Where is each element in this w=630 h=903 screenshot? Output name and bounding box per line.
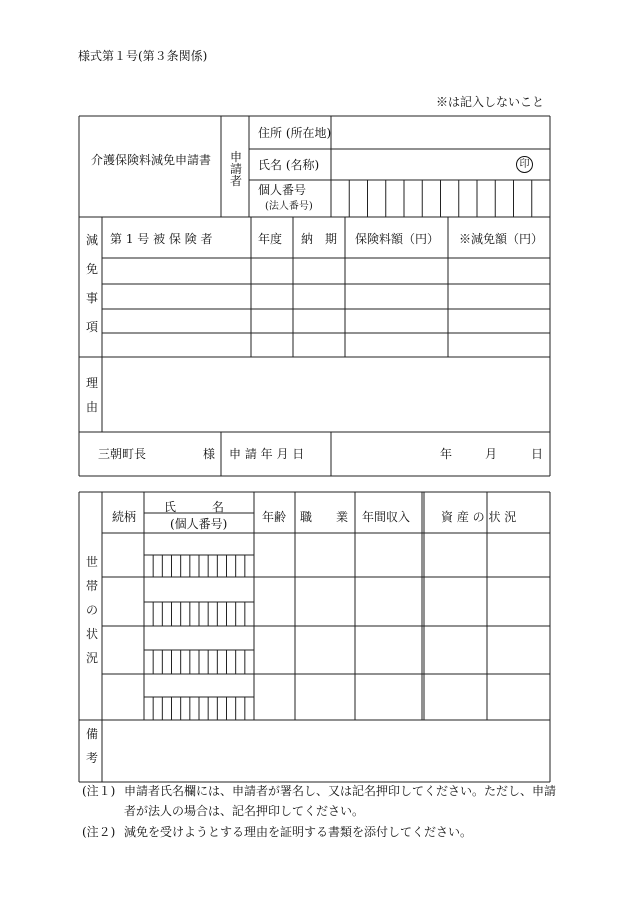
reason-label: 理 由: [85, 376, 98, 414]
honorific-label: 様: [203, 447, 216, 461]
col-payment-period: 納 期: [301, 232, 338, 246]
seal-mark-icon: 印: [516, 156, 533, 173]
col-name-personal-number: (個人番号): [170, 517, 228, 531]
date-year-label: 年: [440, 447, 453, 461]
date-month-label: 月: [485, 447, 498, 461]
form-title: 介護保険料減免申請書: [91, 153, 212, 167]
note-1-line-2: 者が法人の場合は、記名押印してください。: [124, 804, 365, 818]
not-to-fill-note: ※は記入しないこと: [436, 95, 545, 109]
remarks-label: 備 考: [85, 727, 98, 765]
col-relationship: 続柄: [112, 510, 137, 524]
mayor-label: 三朝町長: [98, 447, 147, 461]
col-insured: 第 1 号 被 保 険 者: [110, 232, 213, 246]
note-2-line-1: 減免を受けようとする理由を証明する書類を添付してください。: [124, 825, 473, 839]
col-occupation: 職 業: [300, 510, 349, 524]
name-label: 氏名 (名称): [258, 158, 320, 172]
col-fiscal-year: 年度: [258, 232, 283, 246]
personal-number-label: 個人番号: [258, 183, 307, 197]
note-1-label: (注１): [82, 784, 116, 798]
col-reduction-amount: ※減免額（円）: [459, 232, 544, 246]
applicant-label: 申 請 者: [229, 150, 242, 188]
col-asset-status: 資 産 の 状 況: [441, 510, 517, 524]
form-number: 様式第１号(第３条関係): [78, 49, 208, 63]
note-2-label: (注２): [82, 825, 116, 839]
note-1-line-1: 申請者氏名欄には、申請者が署名し、又は記名押印してください。ただし、申請: [124, 784, 557, 798]
col-name: 氏 名: [164, 500, 225, 514]
reduction-items-label: 減 免 事 項: [85, 233, 98, 334]
application-date-label: 申 請 年 月 日: [229, 447, 305, 461]
address-label: 住所 (所在地): [258, 126, 332, 140]
col-premium-amount: 保険料額（円）: [355, 232, 440, 246]
household-status-label: 世 帯 の 状 況: [85, 555, 98, 665]
col-annual-income: 年間収入: [362, 510, 411, 524]
date-day-label: 日: [531, 447, 544, 461]
corporate-number-label: (法人番号): [265, 201, 313, 212]
col-age: 年齢: [262, 510, 287, 524]
